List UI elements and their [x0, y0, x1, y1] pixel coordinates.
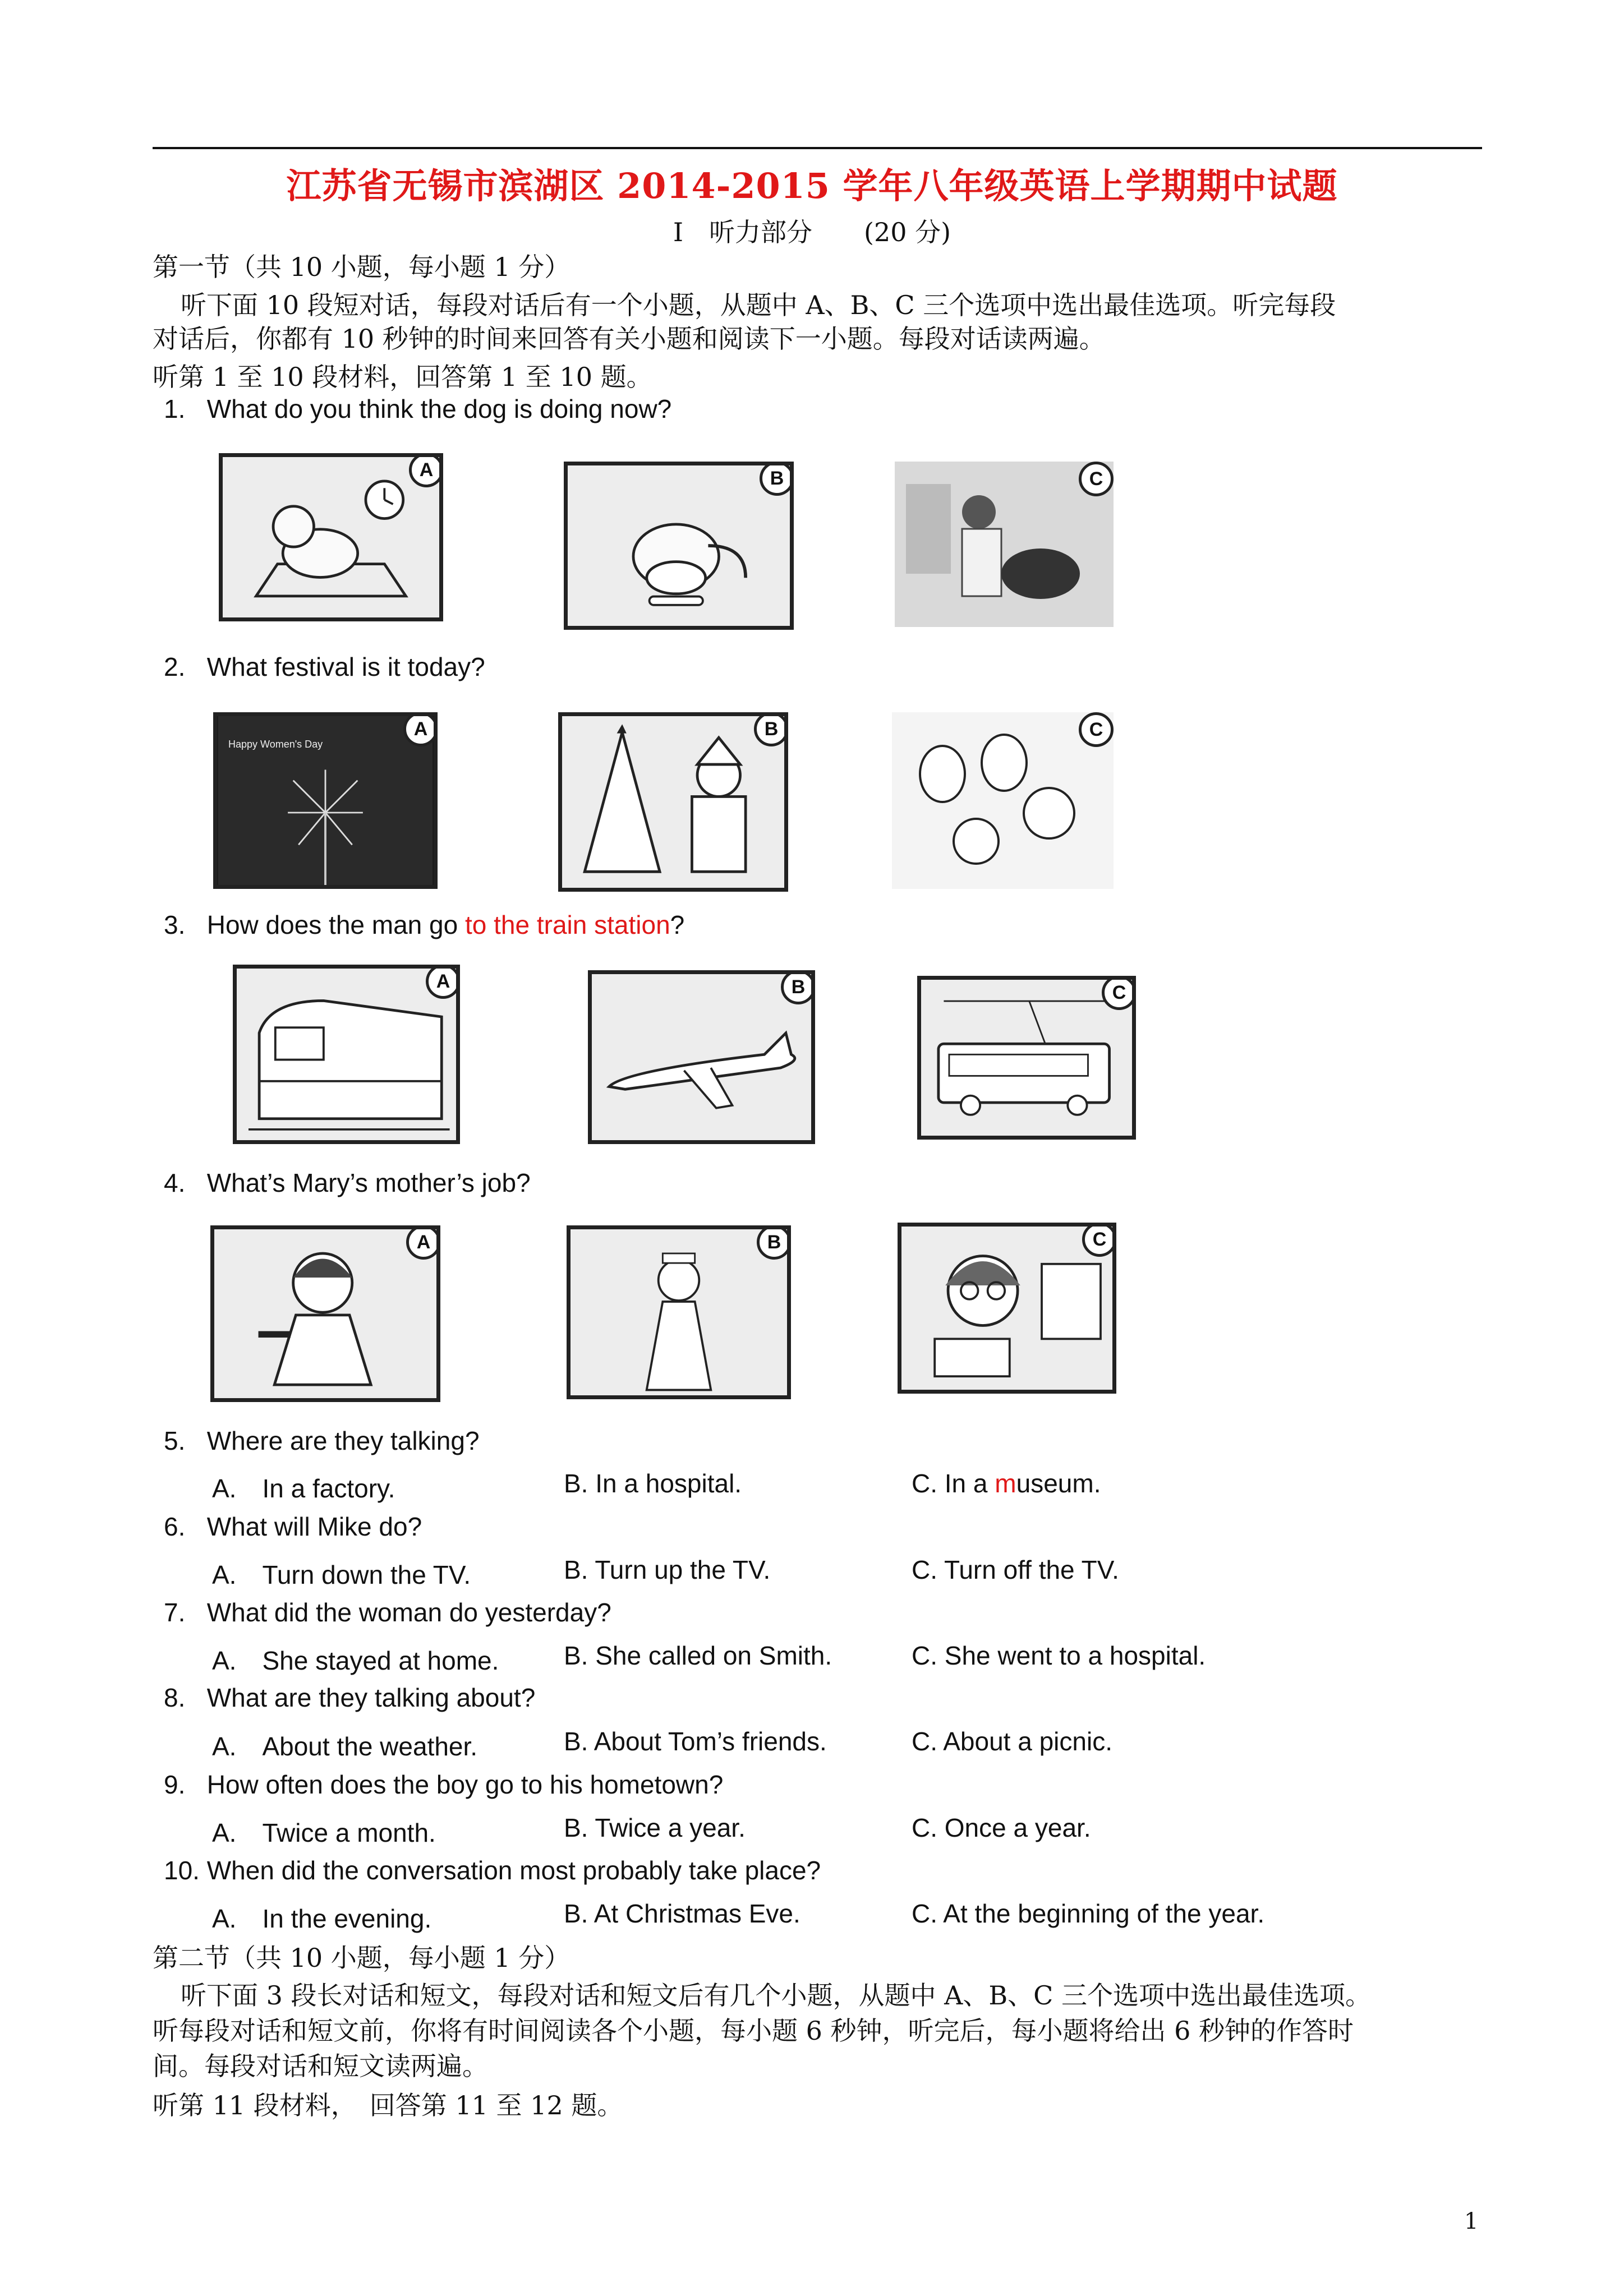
q6-option-b[interactable]: B. Turn up the TV.: [564, 1555, 771, 1584]
christmas-tree-santa-icon: [562, 716, 784, 888]
q10-option-a[interactable]: A. In the evening.: [212, 1904, 432, 1933]
q9-option-a[interactable]: A. Twice a month.: [212, 1818, 436, 1847]
option-b-badge: B: [757, 1225, 791, 1260]
section1-listen-note: 听第 1 至 10 段材料，回答第 1 至 10 题。: [153, 362, 652, 392]
question-number: 2.: [164, 652, 186, 681]
q1-option-c-picture: [895, 462, 1114, 627]
q1-option-b-picture: [564, 462, 794, 630]
lantern-festival-icon: [892, 712, 1114, 889]
q2-option-c-picture: [892, 712, 1114, 889]
q2-option-a-picture: [213, 712, 438, 889]
question-text: What’s Mary’s mother’s job?: [206, 1168, 531, 1197]
q7-option-c[interactable]: C. She went to a hospital.: [912, 1641, 1206, 1670]
option-c-badge: C: [1082, 1223, 1116, 1257]
section2-instruction-line2: 听每段对话和短文前，你将有时间阅读各个小题，每小题 6 秒钟，听完后，每小题将给出 6 秒钟的作答时: [153, 2016, 1354, 2046]
q8-option-a[interactable]: A. About the weather.: [212, 1732, 478, 1761]
q9-option-b[interactable]: B. Twice a year.: [564, 1813, 746, 1842]
section2-instruction-line3: 间。每段对话和短文读两遍。: [153, 2051, 488, 2081]
question-text: What festival is it today?: [206, 652, 485, 681]
nurse-icon: [571, 1229, 787, 1395]
question-3: [164, 910, 684, 940]
section2-listen-note: 听第 11 段材料， 回答第 11 至 12 题。: [153, 2090, 623, 2120]
option-a-badge: A: [406, 1225, 440, 1260]
q6-option-c[interactable]: C. Turn off the TV.: [912, 1555, 1119, 1584]
question-number: 3.: [164, 910, 186, 939]
waitress-icon: [214, 1229, 436, 1398]
q8-option-b[interactable]: B. About Tom’s friends.: [564, 1727, 827, 1756]
q5-option-c[interactable]: C. In a museum.: [912, 1469, 1101, 1498]
option-c-badge: C: [1079, 462, 1114, 496]
question-7: 7. What did the woman do yesterday?: [164, 1598, 611, 1627]
q8-option-c[interactable]: C. About a picnic.: [912, 1727, 1112, 1756]
dog-eating-icon: [568, 465, 790, 626]
header-rule: [153, 147, 1482, 149]
question-text-highlight: to the train station: [465, 910, 670, 939]
q4-option-c-picture: [898, 1223, 1116, 1394]
teacher-icon: [901, 1227, 1112, 1390]
page-number: 1: [1464, 2209, 1479, 2234]
question-1: [164, 394, 671, 424]
q7-option-a[interactable]: A. She stayed at home.: [212, 1646, 499, 1675]
section2-heading: 第二节（共 10 小题，每小题 1 分）: [153, 1943, 571, 1973]
section1-heading: 第一节（共 10 小题，每小题 1 分）: [153, 252, 571, 282]
q3-option-b-picture: [588, 970, 815, 1144]
airplane-icon: [592, 974, 811, 1140]
q4-option-a-picture: [210, 1225, 440, 1402]
option-b-badge: B: [781, 970, 815, 1004]
section1-instruction-line1: 听下面 10 段短对话，每段对话后有一个小题，从题中 A、B、C 三个选项中选出最佳选项。听完每段: [181, 290, 1336, 320]
option-c-badge: C: [1102, 976, 1136, 1010]
question-8: 8. What are they talking about?: [164, 1683, 536, 1712]
question-2: [164, 652, 485, 682]
question-10: 10. When did the conversation most probably take place?: [164, 1856, 821, 1885]
part-heading: I 听力部分 (20 分): [673, 217, 951, 247]
train-icon: [237, 969, 456, 1140]
q9-option-c[interactable]: C. Once a year.: [912, 1813, 1091, 1842]
question-5: 5. Where are they talking?: [164, 1426, 480, 1455]
question-6: 6. What will Mike do?: [164, 1512, 422, 1541]
option-a-badge: A: [409, 453, 443, 487]
option-a-badge: A: [403, 712, 438, 746]
q6-option-a[interactable]: A. Turn down the TV.: [212, 1560, 471, 1589]
q5-option-b[interactable]: B. In a hospital.: [564, 1469, 742, 1498]
section1-instruction-line2: 对话后，你都有 10 秒钟的时间来回答有关小题和阅读下一小题。每段对话读两遍。: [153, 324, 1105, 354]
dog-clock-icon: [223, 457, 439, 617]
option-b-badge: B: [760, 462, 794, 496]
question-text: How does the man go: [206, 910, 465, 939]
question-text-end: ?: [670, 910, 685, 939]
q3-option-a-picture: [233, 965, 460, 1144]
photo-caption: Happy Women's Day: [228, 739, 323, 750]
q2-option-b-picture: [558, 712, 788, 892]
question-4: [164, 1168, 531, 1198]
option-c-badge: C: [1079, 712, 1114, 747]
option-b-badge: B: [754, 712, 788, 746]
q1-option-a-picture: [219, 453, 443, 621]
trolleybus-icon: [921, 980, 1132, 1136]
q10-option-b[interactable]: B. At Christmas Eve.: [564, 1899, 801, 1928]
q5-option-a[interactable]: A. In a factory.: [212, 1474, 395, 1503]
question-text: What do you think the dog is doing now?: [206, 394, 672, 423]
option-a-badge: A: [426, 965, 460, 999]
q4-option-b-picture: [567, 1225, 791, 1399]
section2-instruction-line1: 听下面 3 段长对话和短文，每段对话和短文后有几个小题，从题中 A、B、C 三个选项中选出最佳选项。: [181, 1980, 1371, 2011]
exam-title: 江苏省无锡市滨湖区 2014-2015 学年八年级英语上学期期中试题: [286, 165, 1338, 206]
q7-option-b[interactable]: B. She called on Smith.: [564, 1641, 832, 1670]
q3-option-c-picture: [917, 976, 1136, 1140]
question-number: 4.: [164, 1168, 186, 1197]
question-9: 9. How often does the boy go to his hometown?: [164, 1770, 724, 1799]
q10-option-c[interactable]: C. At the beginning of the year.: [912, 1899, 1265, 1928]
question-number: 1.: [164, 394, 186, 423]
